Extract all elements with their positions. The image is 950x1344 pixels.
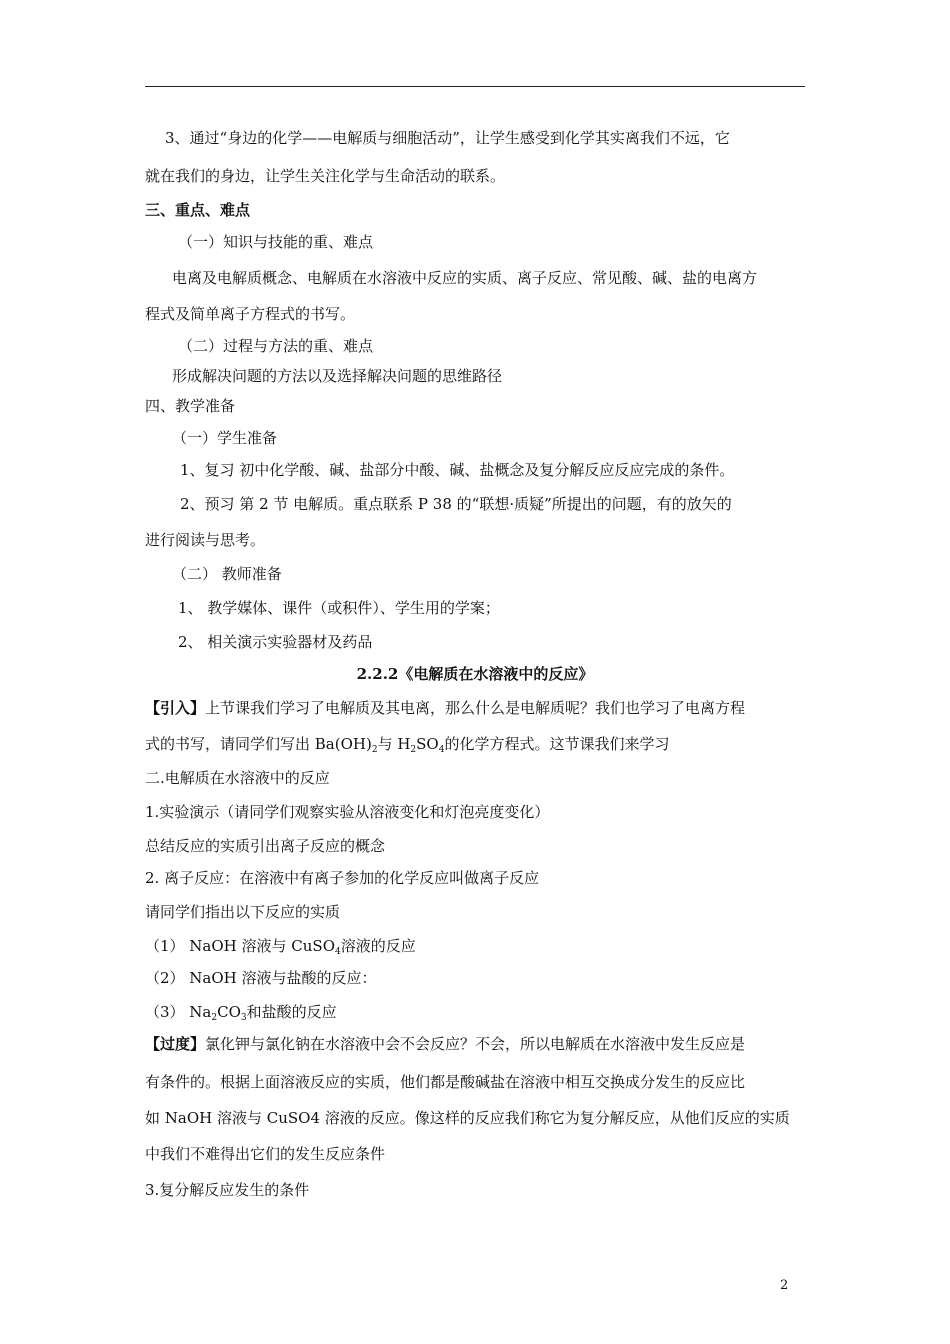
paragraph-line: 进行阅读与思考。 xyxy=(145,531,266,549)
section-heading: 四、教学准备 xyxy=(145,397,236,415)
paragraph-line: 请同学们指出以下反应的实质 xyxy=(145,903,341,921)
paragraph-line: 总结反应的实质引出离子反应的概念 xyxy=(145,837,386,855)
paragraph-line: 式的书写，请同学们写出 $Ba(OH)_2$与 $H_2SO_4$的化学方程式。这节课我们来学习 xyxy=(145,735,670,755)
page-number: 2 xyxy=(780,1278,789,1293)
list-item: 1、复习 初中化学酸、碱、盐部分中酸、碱、盐概念及复分解反应反应完成的条件。 xyxy=(180,461,735,479)
section-heading: 三、重点、难点 xyxy=(145,201,251,219)
subsection-heading: （二） 教师准备 xyxy=(172,565,282,583)
paragraph-line: 电离及电解质概念、电解质在水溶液中反应的实质、离子反应、常见酸、碱、盐的电离方 xyxy=(172,269,758,287)
paragraph-line: 程式及简单离子方程式的书写。 xyxy=(145,305,356,323)
list-item: （3） $Na_2CO_3$和盐酸的反应 xyxy=(145,1003,337,1023)
paragraph-line: 就在我们的身边，让学生关注化学与生命活动的联系。 xyxy=(145,167,506,185)
paragraph-line: 2. 离子反应：在溶液中有离子参加的化学反应叫做离子反应 xyxy=(145,869,540,887)
paragraph-line: 【引入】上节课我们学习了电解质及其电离，那么什么是电解质呢？我们也学习了电离方程 xyxy=(145,699,746,717)
paragraph-line: 3、通过“身边的化学——电解质与细胞活动”，让学生感受到化学其实离我们不远，它 xyxy=(165,129,730,147)
paragraph-line: 3.复分解反应发生的条件 xyxy=(145,1181,310,1199)
paragraph-line: 形成解决问题的方法以及选择解决问题的思维路径 xyxy=(172,367,503,385)
tag-label: 【过度】 xyxy=(145,1035,206,1053)
subsection-heading: （一）学生准备 xyxy=(172,429,278,447)
subsection-heading: （二）过程与方法的重、难点 xyxy=(178,337,374,355)
subsection-heading: （一）知识与技能的重、难点 xyxy=(178,233,374,251)
paragraph-line: 如 NaOH 溶液与 CuSO4 溶液的反应。像这样的反应我们称它为复分解反应，从他们反应的实质 xyxy=(145,1109,790,1127)
list-item: （1） NaOH 溶液与 CuSO$_4$溶液的反应 xyxy=(145,937,416,957)
lesson-title: 2.2.2《电解质在水溶液中的反应》 xyxy=(356,665,594,683)
list-item: （2） NaOH 溶液与盐酸的反应： xyxy=(145,969,377,987)
paragraph-line: 1.实验演示（请同学们观察实验从溶液变化和灯泡亮度变化） xyxy=(145,803,550,821)
paragraph-line: 中我们不难得出它们的发生反应条件 xyxy=(145,1145,386,1163)
header-rule xyxy=(145,86,805,87)
tag-label: 【引入】 xyxy=(145,699,206,717)
paragraph-line: 有条件的。根据上面溶液反应的实质，他们都是酸碱盐在溶液中相互交换成分发生的反应比 xyxy=(145,1073,746,1091)
list-item: 1、 教学媒体、课件（或积件）、学生用的学案； xyxy=(178,599,500,617)
section-heading: 二.电解质在水溶液中的反应 xyxy=(145,769,330,787)
list-item: 2、 相关演示实验器材及药品 xyxy=(178,633,373,651)
paragraph-line: 【过度】氯化钾与氯化钠在水溶液中会不会反应？不会，所以电解质在水溶液中发生反应是 xyxy=(145,1035,746,1053)
list-item: 2、预习 第 2 节 电解质。重点联系 P 38 的“联想·质疑”所提出的问题，有的放矢的 xyxy=(180,495,732,513)
